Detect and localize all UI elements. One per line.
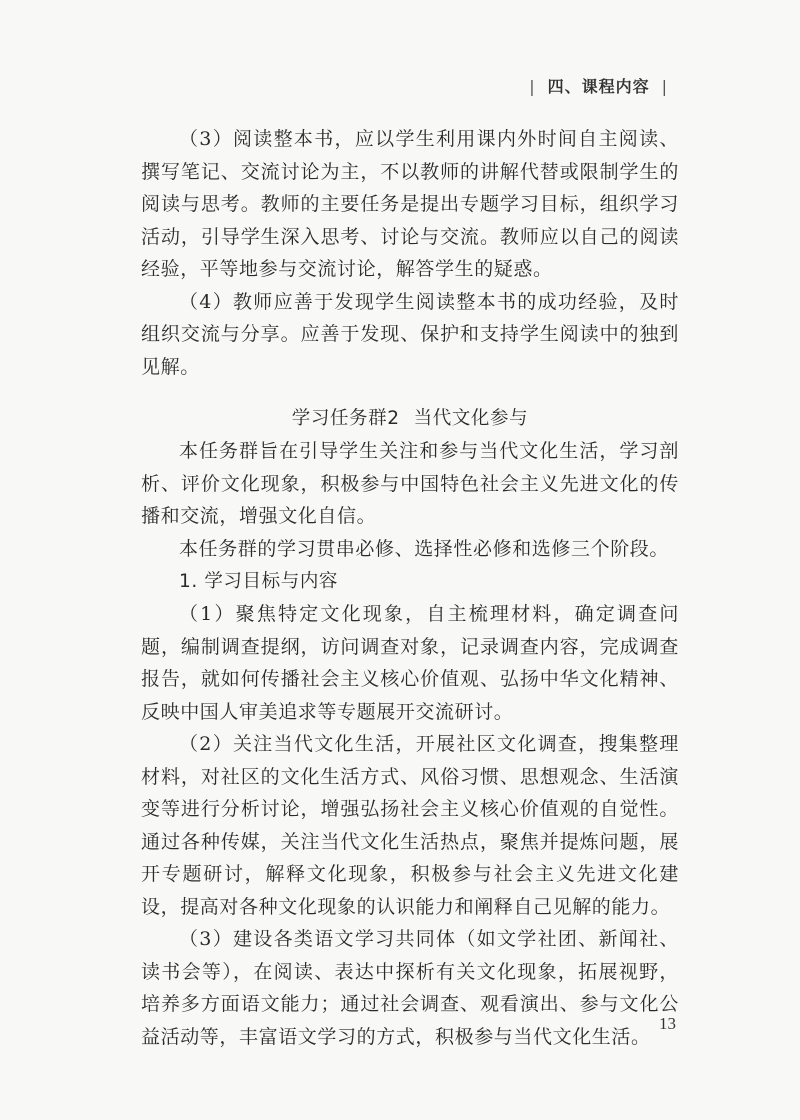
running-header: [517, 74, 680, 97]
content-item-2: （2）关注当代文化生活，开展社区文化调查，搜集整理材料，对社区的文化生活方式、风俗习惯、思想观念、生活演变等进行分析讨论，增强弘扬社会主义核心价值观的自觉性。通过各种传媒，关注当代文化生活热点，聚焦并提炼问题，展开专题研讨，解释文化现象，积极参与社会主义先进文化建设，提高对各种文化现象的认识能力和阐释自己见解的能力。: [141, 733, 679, 918]
paragraph-reading-item-4: （4）教师应善于发现学生阅读整本书的成功经验，及时组织交流与分享。应善于发现、保护和支持学生阅读中的独到见解。: [141, 290, 679, 378]
task-group-label: 学习任务群2: [291, 408, 400, 429]
content-item-1: （1）聚焦特定文化现象，自主梳理材料，确定调查问题，编制调查提纲，访问调查对象，记录调查内容，完成调查报告，就如何传播社会主义核心价值观、弘扬中华文化精神、反映中国人审美追求等专题展开交流研讨。: [141, 603, 679, 723]
page-body: [141, 123, 679, 1053]
section-title: 四、课程内容: [547, 77, 650, 96]
task-group-heading: [141, 403, 679, 435]
header-divider-right: |: [661, 77, 668, 96]
task-group-title: 当代文化参与: [413, 408, 529, 429]
page-number: 13: [659, 1014, 676, 1033]
content-item-3: （3）建设各类语文学习共同体（如文学社团、新闻社、读书会等），在阅读、表达中探析有关文化现象，拓展视野，培养多方面语文能力；通过社会调查、观看演出、参与文化公益活动等，丰富语文学习的方式，积极参与当代文化生活。: [141, 928, 679, 1048]
header-divider-left: |: [529, 77, 536, 96]
intro-paragraph: 本任务群旨在引导学生关注和参与当代文化生活，学习剖析、评价文化现象，积极参与中国特色社会主义先进文化的传播和交流，增强文化自信。: [141, 440, 679, 527]
section-subheading: 1. 学习目标与内容: [179, 571, 339, 592]
paragraph-reading-item-3: （3）阅读整本书，应以学生利用课内外时间自主阅读、撰写笔记、交流讨论为主，不以教师的讲解代替或限制学生的阅读与思考。教师的主要任务是提出专题学习目标，组织学习活动，引导学生深入思考、讨论与交流。教师应以自己的阅读经验，平等地参与交流讨论，解答学生的疑惑。: [141, 128, 679, 280]
intro-paragraph-stages: 本任务群的学习贯串必修、选择性必修和选修三个阶段。: [179, 537, 670, 560]
